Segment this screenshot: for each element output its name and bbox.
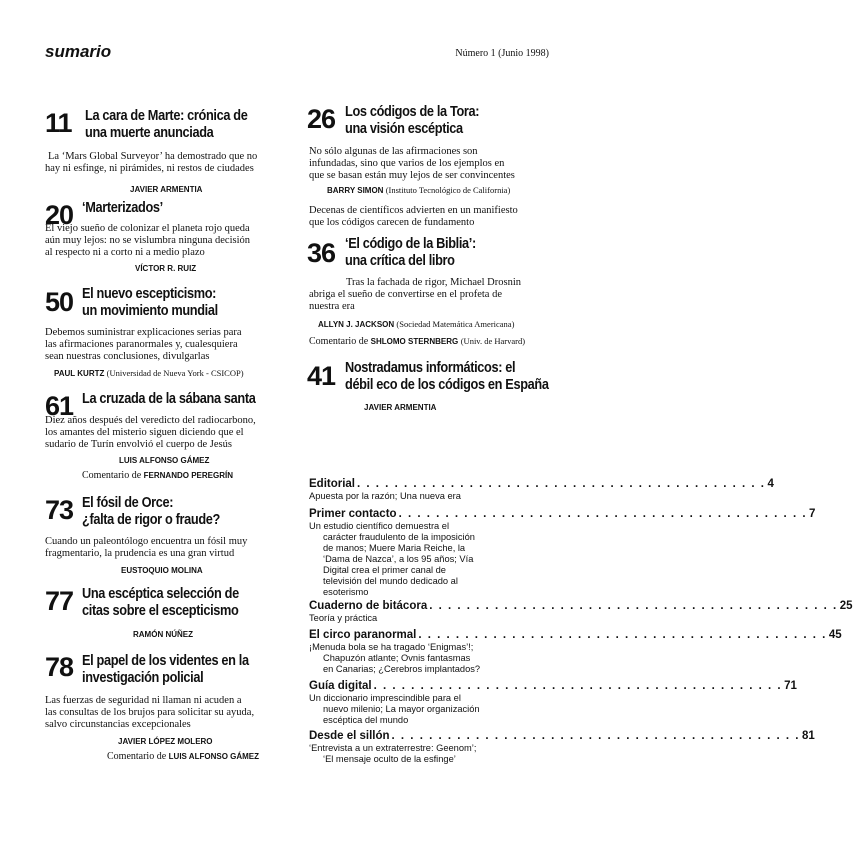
article-description-line1: Las fuerzas de seguridad ni llaman ni acuden a: [45, 695, 242, 706]
article-50[interactable]: [45, 285, 300, 380]
section-name: Desde el sillón: [309, 730, 390, 742]
article-description-line2: las afirmaciones paranormales y, cualesquiera: [45, 339, 238, 350]
comment-author: LUIS ALFONSO GÁMEZ: [168, 752, 260, 761]
leader-dots: . . . . . . . . . . . . . . . . . . . . . . . . . . . . . . . . . . . . . . . . . . . .: [373, 680, 783, 692]
article-description-line3: nuestra era: [309, 301, 355, 312]
leader-dots: . . . . . . . . . . . . . . . . . . . . . . . . . . . . . . . . . . . . . . . . . . . .: [429, 600, 838, 612]
article-description-line2: hay ni esfinge, ni pirámides, ni restos de ciudades: [45, 163, 254, 174]
article-author: JAVIER ARMENTIA: [364, 403, 437, 412]
article-61[interactable]: [45, 390, 300, 490]
section-primer-contacto[interactable]: [309, 508, 816, 598]
section-name: Editorial: [309, 478, 356, 490]
article-title-line1: ‘El código de la Biblia’:: [345, 236, 476, 252]
article-36[interactable]: [307, 236, 557, 356]
article-description-line2: aún muy lejos: no se vislumbra ninguna decisión: [45, 235, 251, 246]
article-page-number: 50: [45, 287, 74, 317]
section-cuaderno-de-bitacora[interactable]: [309, 600, 853, 624]
article-41[interactable]: [307, 360, 557, 415]
article-description-line2: los amantes del misterio siguen diciendo que el: [45, 427, 244, 438]
section-heading: [309, 508, 816, 521]
section-page: 4: [767, 478, 774, 490]
leader-dots: . . . . . . . . . . . . . . . . . . . . . . . . . . . . . . . . . . . . . . . . . . . .: [418, 629, 827, 641]
article-page-number: 20: [45, 200, 74, 230]
article-author: JAVIER LÓPEZ MOLERO: [118, 737, 213, 746]
article-73[interactable]: [45, 495, 300, 580]
article-page-number: 78: [45, 652, 74, 682]
article-26[interactable]: [307, 103, 557, 231]
article-page-number: 61: [45, 391, 74, 421]
article-title-line1: La cruzada de la sábana santa: [82, 391, 256, 407]
section-page: 25: [839, 600, 853, 612]
article-author: LUIS ALFONSO GÁMEZ: [119, 456, 210, 465]
leader-dots: . . . . . . . . . . . . . . . . . . . . . . . . . . . . . . . . . . . . . . . . . . . .: [357, 478, 766, 490]
article-description-line1: Diez años después del veredicto del radiocarbono,: [45, 415, 256, 426]
article-author: [54, 368, 244, 379]
section-description: Un diccionario imprescindible para el nuevo milenio; La mayor organización escéptica del mundo: [309, 693, 480, 725]
article-title-line1: La cara de Marte: crónica de: [85, 108, 248, 124]
section-heading: [309, 478, 774, 491]
article-title-line2: una visión escéptica: [345, 121, 463, 137]
author-affiliation: (Instituto Tecnológico de California): [385, 185, 511, 195]
article-description-line3: al respecto ni a corto ni a medio plazo: [45, 247, 205, 258]
article-comment: [309, 335, 525, 348]
article-77[interactable]: [45, 585, 300, 640]
article-description-line2: abriga el sueño de convertirse en el profeta de: [309, 289, 502, 300]
author-affiliation: (Universidad de Nueva York - CSICOP): [106, 368, 244, 378]
article-title-line1: Una escéptica selección de: [82, 586, 239, 602]
article-description-line1: Debemos suministrar explicaciones serias para: [45, 327, 242, 338]
comment-author: FERNANDO PEREGRÍN: [143, 471, 233, 480]
article-author: EUSTOQUIO MOLINA: [121, 566, 203, 575]
section-description: ¡Menuda bola se ha tragado ‘Enigmas’!; Chapuzón atlante; Ovnis fantasmas en Canarias; ¿Cerebros implantados?: [309, 642, 481, 674]
article-description-line3: salvo circunstancias excepcionales: [45, 719, 191, 730]
article-page-number: 77: [45, 586, 74, 616]
leader-dots: . . . . . . . . . . . . . . . . . . . . . . . . . . . . . . . . . . . . . . . . . . . .: [391, 730, 801, 742]
section-page: 71: [784, 680, 797, 692]
article-page-number: 73: [45, 495, 74, 525]
article-title-line1: El fósil de Orce:: [82, 495, 174, 511]
section-description: Teoría y práctica: [309, 613, 378, 623]
article-11[interactable]: [45, 108, 300, 198]
section-description: Apuesta por la razón; Una nueva era: [309, 491, 461, 501]
article-title-line2: investigación policial: [82, 670, 204, 686]
article-author: RAMÓN NÚÑEZ: [133, 630, 193, 639]
section-name: Guía digital: [309, 680, 372, 692]
section-name: El circo paranormal: [309, 629, 417, 641]
article-author: VÍCTOR R. RUIZ: [135, 264, 197, 273]
article-description-line1: La ‘Mars Global Surveyor’ ha demostrado que no: [48, 151, 258, 162]
article-page-number: 36: [307, 238, 336, 268]
section-editorial[interactable]: [309, 478, 774, 502]
page-title: sumario: [45, 42, 112, 61]
section-heading: [309, 600, 853, 613]
article-title-line1: Los códigos de la Tora:: [345, 104, 480, 120]
article-title-line2: citas sobre el escepticismo: [82, 603, 239, 619]
article-description-line2: fragmentario, la prudencia es una gran virtud: [45, 548, 235, 559]
article-title-line1: ‘Marterizados’: [82, 200, 163, 216]
section-page: 7: [809, 508, 816, 520]
comment-prefix: Comentario de: [107, 751, 167, 762]
comment-affiliation: (Univ. de Harvard): [460, 336, 526, 346]
article-description-line1: Tras la fachada de rigor, Michael Drosnin: [346, 277, 522, 288]
article-description-line3: sudario de Turín envolvió el cuerpo de Jesús: [45, 439, 232, 450]
article-page-number: 41: [307, 361, 336, 391]
article-author: [318, 319, 514, 330]
article-comment: [82, 470, 233, 482]
section-el-circo-paranormal[interactable]: [309, 629, 842, 675]
article-description-line1: No sólo algunas de las afirmaciones son: [309, 146, 478, 157]
comment-prefix: Comentario de: [309, 336, 369, 347]
article-78[interactable]: [45, 652, 300, 762]
article-description-line1: El viejo sueño de colonizar el planeta rojo queda: [45, 223, 250, 234]
article-author: [327, 185, 510, 196]
section-page: 45: [828, 629, 842, 641]
section-heading: [309, 730, 815, 743]
comment-prefix: Comentario de: [82, 470, 142, 481]
article-comment: [107, 751, 259, 763]
section-name: Primer contacto: [309, 508, 397, 520]
author-name: ALLYN J. JACKSON: [318, 320, 395, 329]
article-description-line2: infundadas, sino que varios de los ejemplos en: [309, 158, 505, 169]
article-description-line3: que se basan están muy lejos de ser convincentes: [309, 170, 515, 181]
section-description: ‘Entrevista a un extraterrestre: Geenom’; ‘El mensaje oculto de la esfinge’: [309, 743, 477, 764]
section-guia-digital[interactable]: [309, 680, 797, 726]
author-name: BARRY SIMON: [327, 186, 384, 195]
section-heading: [309, 680, 797, 693]
article-title-line1: Nostradamus informáticos: el: [345, 360, 516, 376]
comment-author: SHLOMO STERNBERG: [370, 337, 459, 346]
article-description-line3: sean nuestras conclusiones, divulgarlas: [45, 351, 210, 362]
article-title-line1: El nuevo escepticismo:: [82, 286, 217, 302]
article-title-line1: El papel de los videntes en la: [82, 653, 249, 669]
article-20[interactable]: [45, 198, 300, 278]
leader-dots: . . . . . . . . . . . . . . . . . . . . . . . . . . . . . . . . . . . . . . . . . . . .: [398, 508, 808, 520]
article-note-line1: Decenas de científicos advierten en un manifiesto: [309, 205, 518, 216]
article-note-line2: que los códigos carecen de fundamento: [309, 217, 475, 228]
article-description-line2: las consultas de los brujos para solicitar su ayuda,: [45, 707, 255, 718]
article-description-line1: Cuando un paleontólogo encuentra un fósil muy: [45, 536, 248, 547]
author-affiliation: (Sociedad Matemática Americana): [396, 319, 515, 329]
section-desde-el-sillon[interactable]: [309, 730, 815, 765]
article-title-line2: débil eco de los códigos en España: [345, 377, 549, 393]
issue-number: Número 1 (Junio 1998): [455, 48, 549, 59]
section-name: Cuaderno de bitácora: [309, 600, 428, 612]
section-heading: [309, 629, 842, 642]
article-title-line2: una muerte anunciada: [85, 125, 214, 141]
article-page-number: 11: [45, 108, 72, 138]
section-page: 81: [802, 730, 815, 742]
section-description: Un estudio científico demuestra el carácter fraudulento de la imposición de manos; Muere Maria Reiche, la ‘Dama de Nazca’, a los 95 años; Vía Digital crea el primer canal de televisión del mundo dedicado al esoterismo: [309, 521, 475, 597]
article-page-number: 26: [307, 104, 336, 134]
article-author: JAVIER ARMENTIA: [130, 185, 203, 194]
author-name: PAUL KURTZ: [54, 369, 105, 378]
article-title-line2: una crítica del libro: [345, 253, 455, 269]
article-title-line2: ¿falta de rigor o fraude?: [82, 512, 220, 528]
article-title-line2: un movimiento mundial: [82, 303, 218, 319]
